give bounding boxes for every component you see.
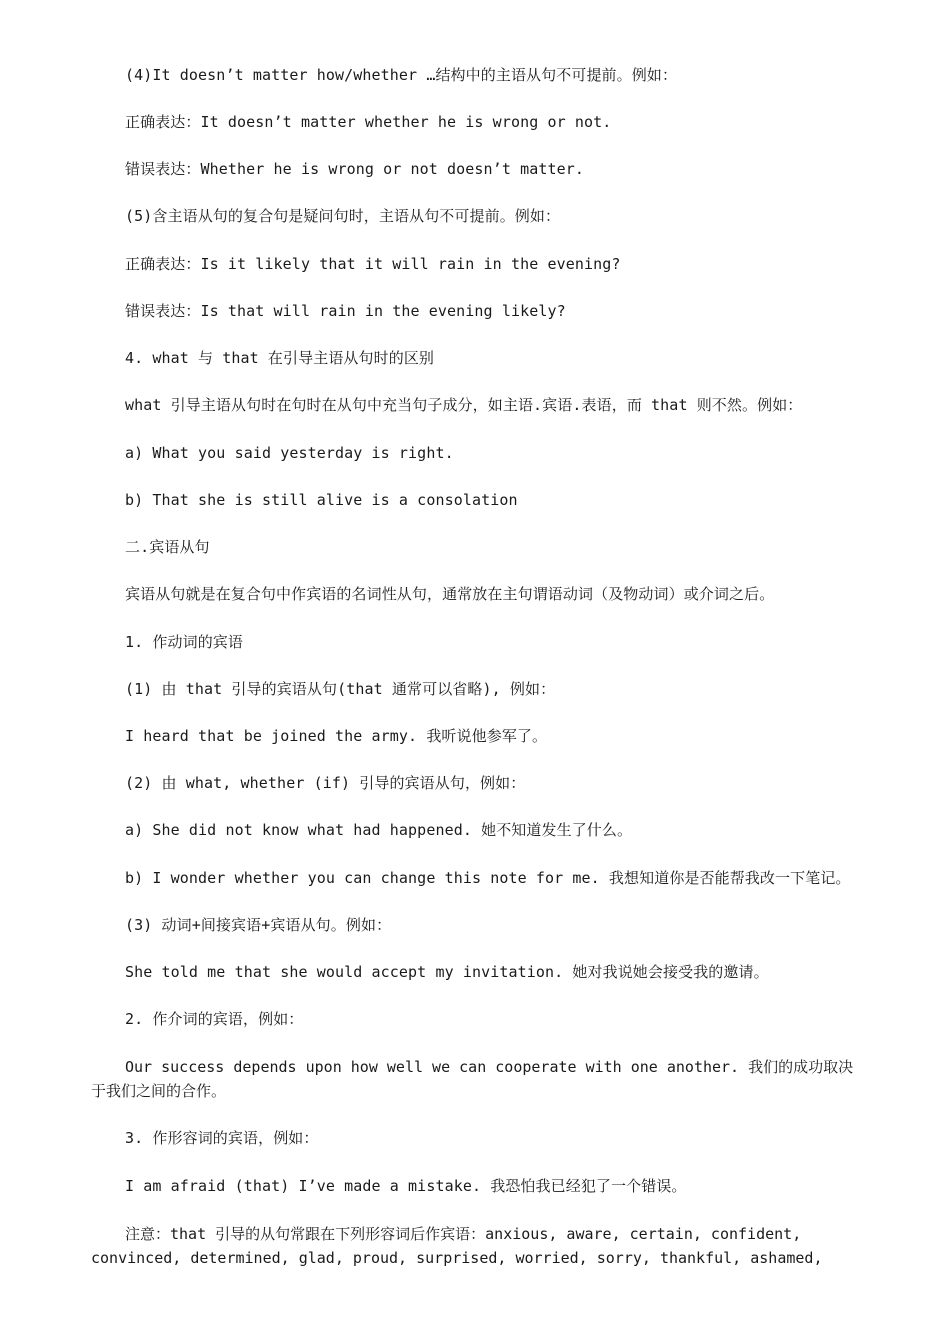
section-heading: 3. 作形容词的宾语，例如：: [125, 1129, 319, 1147]
text-line: 正确表达：It doesn’t matter whether he is wrong or not.: [125, 113, 612, 131]
text-line: 错误表达：Whether he is wrong or not doesn’t matter.: [125, 160, 584, 178]
example-line: b) I wonder whether you can change this note for me. 我想知道你是否能帮我改一下笔记。: [125, 869, 851, 887]
example-line: She told me that she would accept my invitation. 她对我说她会接受我的邀请。: [125, 963, 769, 981]
section-heading: 二.宾语从句: [125, 538, 210, 556]
example-paragraph: Our success depends upon how well we can cooperate with one another. 我们的成功取决于我们之间的合作。: [91, 1058, 854, 1100]
section-heading: 2. 作介词的宾语，例如：: [125, 1010, 304, 1028]
text-line: 正确表达：Is it likely that it will rain in the evening?: [125, 255, 621, 273]
text-line: 错误表达：Is that will rain in the evening likely?: [125, 302, 566, 320]
note-paragraph: 注意：that 引导的从句常跟在下列形容词后作宾语：anxious, aware, certain, confident, convinced, determined, glad, proud, surprised, worried, sorry, thankful, ashamed,: [91, 1225, 823, 1267]
text-line: (5)含主语从句的复合句是疑问句时，主语从句不可提前。例如：: [125, 207, 561, 225]
example-line: b) That she is still alive is a consolation: [125, 491, 518, 509]
section-heading: 4. what 与 that 在引导主语从句时的区别: [125, 349, 435, 367]
example-line: I heard that be joined the army. 我听说他参军了。: [125, 727, 548, 745]
text-line: what 引导主语从句时在句时在从句中充当句子成分，如主语.宾语.表语，而 that 则不然。例如：: [125, 396, 803, 414]
text-line: 宾语从句就是在复合句中作宾语的名词性从句，通常放在主句谓语动词（及物动词）或介词之后。: [125, 585, 775, 603]
example-line: a) She did not know what had happened. 她不知道发生了什么。: [125, 821, 633, 839]
section-heading: 1. 作动词的宾语: [125, 633, 243, 651]
example-line: a) What you said yesterday is right.: [125, 444, 454, 462]
example-line: I am afraid (that) I’ve made a mistake. 我恐怕我已经犯了一个错误。: [125, 1177, 687, 1195]
text-line: (1) 由 that 引导的宾语从句(that 通常可以省略), 例如：: [125, 680, 556, 698]
text-line: (3) 动词+间接宾语+宾语从句。例如：: [125, 916, 392, 934]
text-line: (4)It doesn’t matter how/whether …结构中的主语从句不可提前。例如：: [125, 66, 678, 84]
text-line: (2) 由 what, whether (if) 引导的宾语从句，例如：: [125, 774, 526, 792]
